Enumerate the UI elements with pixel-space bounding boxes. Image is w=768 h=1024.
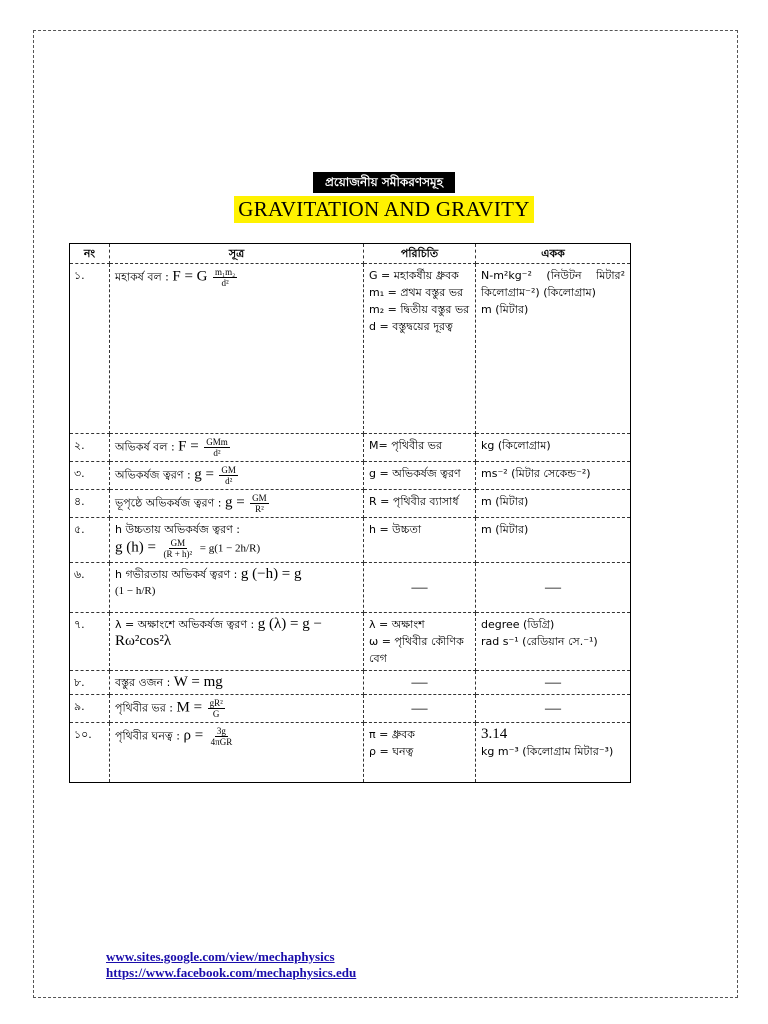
formula-expr: ρ = [183,727,204,744]
meaning-line: λ = অক্ষাংশ [369,618,425,631]
meaning-line: π = ধ্রুবক [369,728,415,741]
meaning-cell [364,462,476,490]
table-row [70,695,631,723]
unit-line: N-m²kg⁻² (নিউটন মিটার² কিলোগ্রাম⁻²) (কিলোগ্রাম) [481,269,625,299]
formula-label: h উচ্চতায় অভিকর্ষজ ত্বরণ : [115,523,240,536]
formula-cell [110,434,364,462]
table-row [70,518,631,563]
table-row [70,723,631,783]
footer-links [106,949,356,981]
meaning-cell: — [364,671,476,695]
unit-cell [476,723,631,783]
meaning-cell: — [364,563,476,613]
meaning-line: R = পৃথিবীর ব্যাসার্ধ [369,495,459,508]
unit-cell [476,462,631,490]
equations-table [69,243,631,783]
formula-label: পৃথিবীর ভর : [115,701,174,715]
meaning-line: m₂ = দ্বিতীয় বস্তুর ভর [369,303,470,316]
unit-cell [476,518,631,563]
formula-fraction [219,465,238,486]
row-number: ৮. [70,671,110,695]
meaning-line: d = বস্তুদ্বয়ের দূরত্ব [369,320,453,333]
fraction-numerator: GM [170,538,186,548]
header-meaning: পরিচিতি [364,244,476,264]
formula-cell [110,723,364,783]
unit-line: m (মিটার) [481,495,529,508]
formula-cell [110,613,364,671]
row-number: ৪. [70,490,110,518]
formula-expr: F = [178,438,199,455]
meaning-cell [364,434,476,462]
fraction-numerator: GMm [206,437,228,447]
formula-label: ভূপৃষ্ঠে অভিকর্ষজ ত্বরণ : [115,496,222,510]
formula-fraction [161,538,194,559]
formula-label: λ = অক্ষাংশে অভিকর্ষজ ত্বরণ : [115,618,255,631]
sites-link[interactable]: www.sites.google.com/view/mechaphysics [106,949,335,964]
formula-label: h গভীরতায় অভিকর্ষ ত্বরণ : [115,568,238,581]
unit-cell: — [476,671,631,695]
formula-cell [110,563,364,613]
fraction-numerator: 3g [216,726,226,736]
meaning-line: m₁ = প্রথম বস্তুর ভর [369,286,464,299]
table-row [70,264,631,434]
row-number: ৫. [70,518,110,563]
formula-fraction [209,726,235,747]
meaning-cell [364,264,476,434]
page-subtitle: প্রয়োজনীয় সমীকরণসমূহ [313,172,455,193]
fraction-numerator: GM [252,493,267,503]
meaning-cell [364,613,476,671]
formula-label: অভিকর্ষ বল : [115,440,175,454]
fraction-denominator: (R + h)² [163,549,193,559]
subtitle-wrap [0,172,768,193]
unit-cell [476,434,631,462]
formula-cell [110,462,364,490]
facebook-link[interactable]: https://www.facebook.com/mechaphysics.edu [106,965,357,980]
header-no: নং [70,244,110,264]
unit-line: rad s⁻¹ (রেডিয়ান সে.⁻¹) [481,635,598,648]
page-title: GRAVITATION AND GRAVITY [234,196,533,223]
title-wrap [0,196,768,223]
formula-fraction [208,698,225,719]
formula-expr: g = [194,466,214,483]
meaning-line: g = অভিকর্ষজ ত্বরণ [369,467,461,480]
fraction-numerator: gR² [209,698,223,708]
formula-expr: g (h) = [115,539,156,556]
unit-cell: — [476,563,631,613]
meaning-cell: — [364,695,476,723]
formula-cell [110,518,364,563]
unit-line: kg m⁻³ (কিলোগ্রাম মিটার⁻³) [481,745,614,758]
table-row [70,462,631,490]
meaning-line: M= পৃথিবীর ভর [369,439,443,452]
row-number: ২. [70,434,110,462]
row-number: ১০. [70,723,110,783]
unit-cell [476,490,631,518]
meaning-line: ω = পৃথিবীর কৌণিক বেগ [369,635,464,665]
meaning-cell [364,490,476,518]
row-number: ৯. [70,695,110,723]
formula-tail: = g(1 − 2h/R) [199,542,261,555]
formula-label: মহাকর্ষ বল : [115,270,169,284]
formula-expr: g (−h) = g [240,566,302,582]
table-row [70,434,631,462]
meaning-line: ρ = ঘনত্ব [369,745,414,758]
formula-expr: M = [176,699,203,716]
formula-label: পৃথিবীর ঘনত্ব : [115,729,180,743]
formula-expr: F = G [172,268,208,285]
unit-cell [476,613,631,671]
fraction-denominator: R² [255,504,264,514]
unit-line: m (মিটার) [481,523,529,536]
formula-cell [110,490,364,518]
fraction-numerator: m₁m₂ [215,267,236,277]
formula-expr: W = mg [173,674,223,690]
meaning-line: G = মহাকর্ষীয় ধ্রুবক [369,269,459,282]
formula-cell [110,264,364,434]
fraction-denominator: d² [213,448,221,458]
unit-cell: — [476,695,631,723]
formula-tail: (1 − h/R) [115,585,156,597]
fraction-denominator: d² [221,278,229,288]
meaning-line: h = উচ্চতা [369,523,422,536]
unit-line: kg (কিলোগ্রাম) [481,439,551,452]
table-row [70,563,631,613]
table-row [70,490,631,518]
formula-fraction [213,267,237,288]
table-row [70,613,631,671]
row-number: ৬. [70,563,110,613]
header-formula: সূত্র [110,244,364,264]
unit-line: ms⁻² (মিটার সেকেন্ড⁻²) [481,467,591,480]
fraction-denominator: 4πGR [210,737,233,747]
unit-line: 3.14 [481,726,508,742]
table-row [70,671,631,695]
row-number: ৩. [70,462,110,490]
formula-expr: g (λ) = g − Rω²cos²λ [115,616,322,649]
row-number: ১. [70,264,110,434]
unit-line: m (মিটার) [481,303,529,316]
formula-fraction [204,437,230,458]
meaning-cell [364,518,476,563]
formula-cell [110,695,364,723]
header-unit: একক [476,244,631,264]
formula-label: অভিকর্ষজ ত্বরণ : [115,468,191,482]
unit-cell [476,264,631,434]
table-header-row [70,244,631,264]
meaning-cell [364,723,476,783]
formula-label: বস্তুর ওজন : [115,676,171,689]
formula-cell [110,671,364,695]
formula-fraction [250,493,269,514]
unit-line: degree (ডিগ্রি) [481,618,555,631]
fraction-numerator: GM [221,465,236,475]
fraction-denominator: G [212,709,220,719]
row-number: ৭. [70,613,110,671]
fraction-denominator: d² [225,476,233,486]
formula-expr: g = [224,494,245,511]
